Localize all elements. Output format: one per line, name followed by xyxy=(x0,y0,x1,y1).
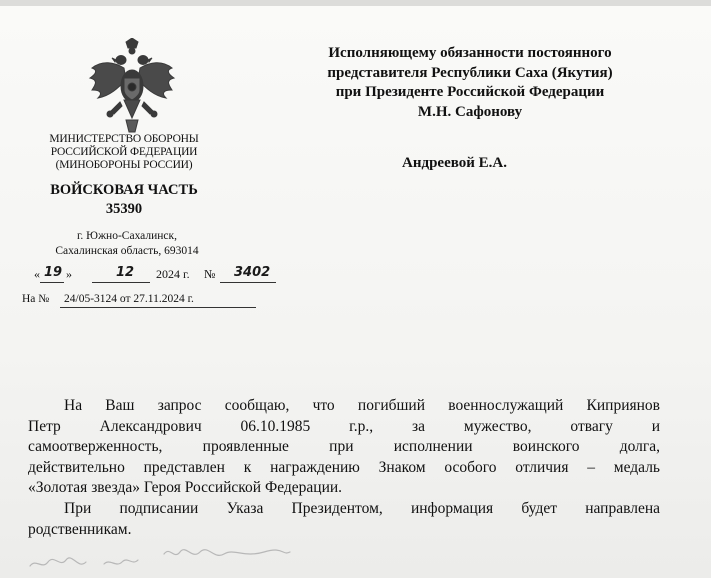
address-line-1: г. Южно-Сахалинск, xyxy=(76,230,177,242)
outgoing-number-handwritten: 3402 xyxy=(234,265,271,280)
recipient-line-1: Исполняющему обязанности постоянного xyxy=(328,45,612,61)
address-line-2: Сахалинская область, 693014 xyxy=(55,245,199,257)
ministry-line-3: (МИНОБОРОНЫ РОССИИ) xyxy=(55,159,193,171)
recipient-block xyxy=(270,44,670,122)
body-paragraph-1-line-5: «Золотая звезда» Героя Российской Федерации. xyxy=(28,479,343,497)
day-underline xyxy=(40,282,64,283)
month-underline xyxy=(92,282,150,283)
date-day-handwritten: 19 xyxy=(44,265,63,280)
page-top-edge xyxy=(0,0,711,6)
sender-address xyxy=(30,229,224,259)
outgoing-date-line xyxy=(34,266,294,286)
ministry-line-2: РОССИЙСКОЙ ФЕДЕРАЦИИ xyxy=(50,146,198,158)
reference-value: 24/05-3124 от 27.11.2024 г. xyxy=(64,293,194,305)
recipient-line-3: при Президенте Российской Федерации xyxy=(335,84,605,100)
body-paragraph-1-line-3: самоотверженность, проявленные при исполнении воинского долга, xyxy=(28,438,660,456)
military-unit-number: 35390 xyxy=(105,201,143,217)
double-headed-eagle-emblem xyxy=(88,38,176,136)
ministry-line-1: МИНИСТЕРСТВО ОБОРОНЫ xyxy=(49,133,199,145)
sender-ministry-block xyxy=(30,133,218,172)
date-month-handwritten: 12 xyxy=(116,265,135,280)
letter-body xyxy=(28,396,660,540)
reference-line xyxy=(22,292,262,310)
date-open-quote: « xyxy=(34,267,40,281)
reference-underline xyxy=(60,307,256,308)
body-paragraph-1-line-4: действительно представлен к награждению Знаком особого отличия – медаль xyxy=(28,458,660,476)
number-underline xyxy=(220,282,276,283)
military-unit-title: ВОЙСКОВАЯ ЧАСТЬ xyxy=(50,182,198,198)
body-paragraph-1-line-1: На Ваш запрос сообщаю, что погибший военнослужащий Киприянов xyxy=(64,397,660,414)
recipient-line-4: М.Н. Сафонову xyxy=(417,103,523,120)
date-close-quote: » xyxy=(66,267,72,281)
body-paragraph-2-line-2: родственникам. xyxy=(28,520,132,538)
date-year: 2024 г. xyxy=(156,267,190,281)
reference-label: На № xyxy=(22,293,50,305)
recipient-line-2: представителя Республики Саха (Якутия) xyxy=(327,64,613,81)
body-paragraph-1-line-2: Петр Александрович 06.10.1985 г.р., за мужество, отвагу и xyxy=(28,417,660,435)
body-paragraph-2-line-1: При подписании Указа Президентом, информация будет направлена xyxy=(64,499,660,517)
faint-handwritten-note xyxy=(24,540,294,576)
addressee-name: Андреевой Е.А. xyxy=(402,155,507,171)
outgoing-number-label: № xyxy=(204,267,216,281)
